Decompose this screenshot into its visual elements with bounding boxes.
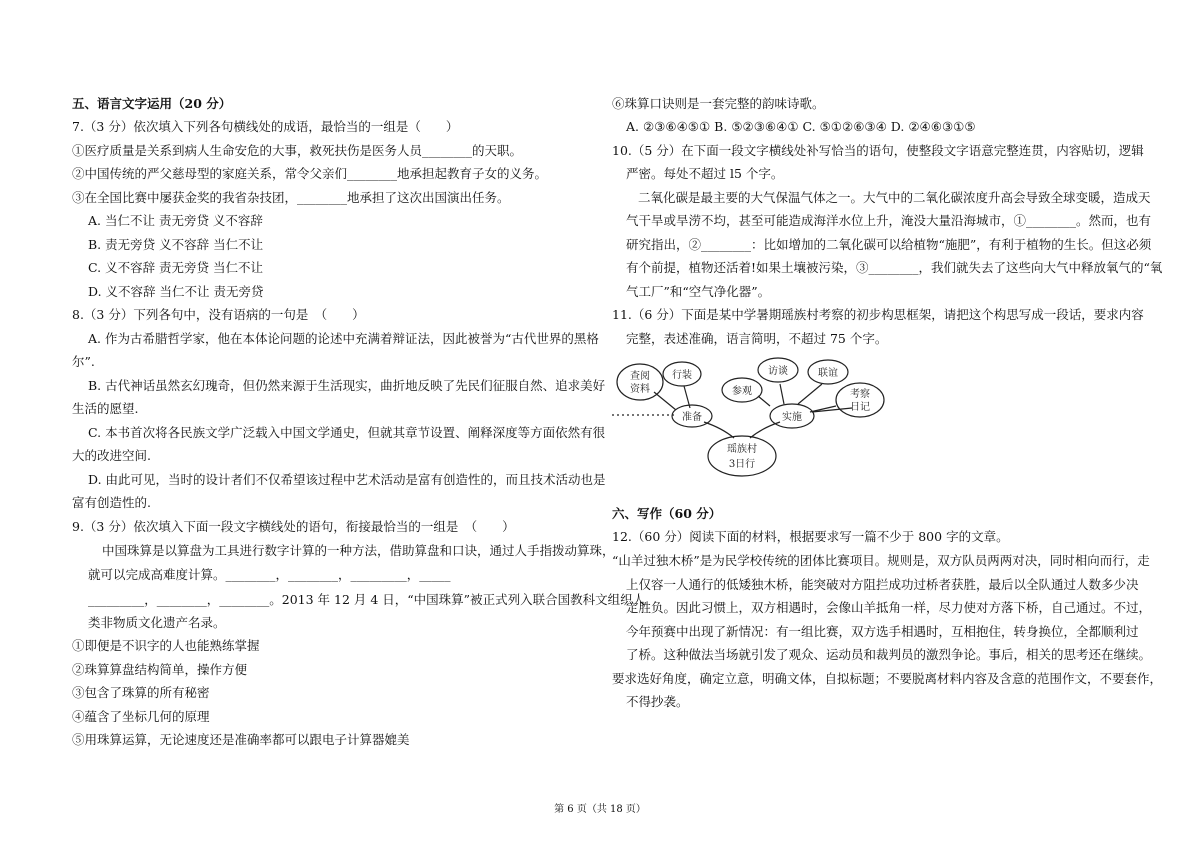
q7-stem: 7.（3 分）依次填入下列各句横线处的成语，最恰当的一组是（ ） bbox=[72, 119, 459, 134]
q12-material-line4: 今年预赛中出现了新情况：有一组比赛，双方选手相遇时，互相抱住，转身换位，全都顺利过 bbox=[626, 624, 1139, 639]
node-implement: 实施 bbox=[782, 412, 802, 423]
q7-sentence-3: ③在全国比赛中屡获金奖的我省杂技团，________地承担了这次出国演出任务。 bbox=[72, 190, 510, 205]
q11-stem-line2: 完整，表述准确，语言简明，不超过 75 个字。 bbox=[626, 331, 888, 346]
q12-requirement-line2: 不得抄袭。 bbox=[626, 694, 689, 709]
node-materials-line1: 查阅 bbox=[630, 371, 650, 382]
q8-option-d-line2: 富有创造性的. bbox=[72, 495, 151, 510]
q7-sentence-1: ①医疗质量是关系到病人生命安危的大事，救死扶伤是医务人员________的天职。 bbox=[72, 143, 523, 158]
q7-option-d: D. 义不容辞 当仁不让 责无旁贷 bbox=[88, 284, 264, 299]
q8-option-c-line2: 大的改进空间. bbox=[72, 448, 151, 463]
q7-option-c: C. 义不容辞 责无旁贷 当仁不让 bbox=[88, 260, 264, 275]
section5-title: 五、语言文字运用（20 分） bbox=[72, 96, 232, 111]
node-interview: 访谈 bbox=[768, 366, 788, 377]
q12-material-line1: “山羊过独木桥”是为民学校传统的团体比赛项目。规则是，双方队员两两对决，同时相向而行，走 bbox=[612, 553, 1150, 568]
q12-material-line2: 上仅容一人通行的低矮独木桥，能突破对方阻拦成功过桥者获胜，最后以全队通过人数多少决 bbox=[626, 577, 1139, 592]
q8-option-b-line1: B. 古代神话虽然玄幻瑰奇，但仍然来源于生活现实，曲折地反映了先民们征服自然、追求美好 bbox=[88, 378, 606, 393]
q9-passage-line4: 类非物质文化遗产名录。 bbox=[88, 615, 226, 630]
q10-stem-line1: 10.（5 分）在下面一段文字横线处补写恰当的语句，使整段文字语意完整连贯，内容贴切，逻辑 bbox=[612, 143, 1144, 158]
q7-option-b: B. 责无旁贷 义不容辞 当仁不让 bbox=[88, 237, 264, 252]
q9-passage-line3: _________，________，________。2013 年 12 月 4 日，“中国珠算”被正式列入联合国教科文组织人 bbox=[88, 592, 646, 607]
node-diary-line2: 日记 bbox=[850, 402, 870, 413]
q12-stem: 12.（60 分）阅读下面的材料，根据要求写一篇不少于 800 字的文章。 bbox=[612, 529, 1009, 544]
q9-option-4: ④蕴含了坐标几何的原理 bbox=[72, 709, 210, 724]
node-prepare: 准备 bbox=[682, 412, 702, 423]
branch-left-to-root bbox=[704, 422, 734, 438]
q9-option-3: ③包含了珠算的所有秘密 bbox=[72, 685, 210, 700]
node-visit: 参观 bbox=[732, 386, 752, 397]
q10-passage-line1: 二氧化碳是最主要的大气保温气体之一。大气中的二氧化碳浓度升高会导致全球变暖，造成天 bbox=[638, 190, 1151, 205]
q12-material-line3: 定胜负。因此习惯上，双方相遇时，会像山羊抵角一样，尽力使对方落下桥，自己通过。不过， bbox=[626, 600, 1152, 615]
q12-material-line5: 了桥。这种做法当场就引发了观众、运动员和裁判员的激烈争论。事后，相关的思考还在继续。 bbox=[626, 647, 1152, 662]
q11-stem-line1: 11.（6 分）下面是某中学暑期瑶族村考察的初步构思框架，请把这个构思写成一段话，要求内容 bbox=[612, 307, 1144, 322]
q10-passage-line4: 有个前提，植物还活着!如果土壤被污染，③________，我们就失去了这些向大气中释放氧气的“氧 bbox=[626, 260, 1163, 275]
node-party: 联谊 bbox=[818, 368, 838, 379]
q8-option-d-line1: D. 由此可见，当时的设计者们不仅希望该过程中艺术活动是富有创造性的，而且技术活动也是 bbox=[88, 472, 606, 487]
q10-passage-line5: 气工厂”和“空气净化器”。 bbox=[626, 284, 771, 299]
branch-prepare-materials bbox=[654, 392, 676, 410]
section6-title: 六、写作（60 分） bbox=[612, 506, 722, 521]
q9-option-2: ②珠算算盘结构简单，操作方便 bbox=[72, 662, 248, 677]
q10-stem-line2: 严密。每处不超过 l5 个字。 bbox=[626, 166, 784, 181]
q8-option-c-line1: C. 本书首次将各民族文学广泛载入中国文学通史，但就其章节设置、阐释深度等方面依然有很 bbox=[88, 425, 606, 440]
branch-implement-visit bbox=[758, 396, 770, 406]
q8-option-a-line2: 尔”. bbox=[72, 354, 95, 369]
q9-choices: A. ②③⑥④⑤① B. ⑤②③⑥④① C. ⑤①②⑥③④ D. ②④⑥③①⑤ bbox=[626, 119, 976, 134]
node-root-shape bbox=[708, 436, 776, 476]
q9-option-1: ①即便是不识字的人也能熟练掌握 bbox=[72, 638, 260, 653]
q8-stem: 8.（3 分）下列各句中，没有语病的一句是 （ ） bbox=[72, 307, 365, 322]
concept-tree-diagram bbox=[612, 352, 892, 480]
node-diary-line1: 考察 bbox=[850, 389, 870, 400]
q7-sentence-2: ②中国传统的严父慈母型的家庭关系，常令父亲们________地承担起教育子女的义务。 bbox=[72, 166, 548, 181]
branch-implement-interview bbox=[780, 384, 784, 404]
q12-requirement-line1: 要求选好角度，确定立意，明确文体，自拟标题；不要脱离材料内容及含意的范围作文，不要套作， bbox=[612, 671, 1163, 686]
q7-option-a: A. 当仁不让 责无旁贷 义不容辞 bbox=[88, 213, 263, 228]
q8-option-a-line1: A. 作为古希腊哲学家，他在本体论问题的论述中充满着辩证法，因此被誉为“古代世界的黑格 bbox=[88, 331, 599, 346]
node-root-line2: 3日行 bbox=[728, 459, 756, 470]
q8-option-b-line2: 生活的愿望. bbox=[72, 401, 139, 416]
q9-passage-line2: 就可以完成高难度计算。________，________，_________，_____ bbox=[88, 567, 451, 582]
node-root-line1: 瑶族村 bbox=[727, 444, 757, 455]
q9-option-6: ⑥珠算口诀则是一套完整的韵味诗歌。 bbox=[612, 96, 825, 111]
node-luggage: 行装 bbox=[672, 370, 692, 381]
q9-stem: 9.（3 分）依次填入下面一段文字横线处的语句，衔接最恰当的一组是 （ ） bbox=[72, 519, 515, 534]
q9-passage-line1: 中国珠算是以算盘为工具进行数字计算的一种方法，借助算盘和口诀，通过人手指拨动算珠， bbox=[102, 543, 615, 558]
page-footer: 第 6 页（共 18 页） bbox=[554, 804, 646, 815]
node-materials-line2: 资料 bbox=[630, 384, 650, 395]
q9-option-5: ⑤用珠算运算，无论速度还是准确率都可以跟电子计算器媲美 bbox=[72, 732, 410, 747]
q10-passage-line3: 研究指出，②________：比如增加的二氧化碳可以给植物“施肥”，有利于植物的生长。但这必须 bbox=[626, 237, 1152, 252]
q10-passage-line2: 气干旱或旱涝不均，甚至可能造成海洋水位上升，淹没大量沿海城市，①________。然而，也有 bbox=[626, 213, 1152, 228]
branch-implement-party bbox=[798, 384, 822, 404]
